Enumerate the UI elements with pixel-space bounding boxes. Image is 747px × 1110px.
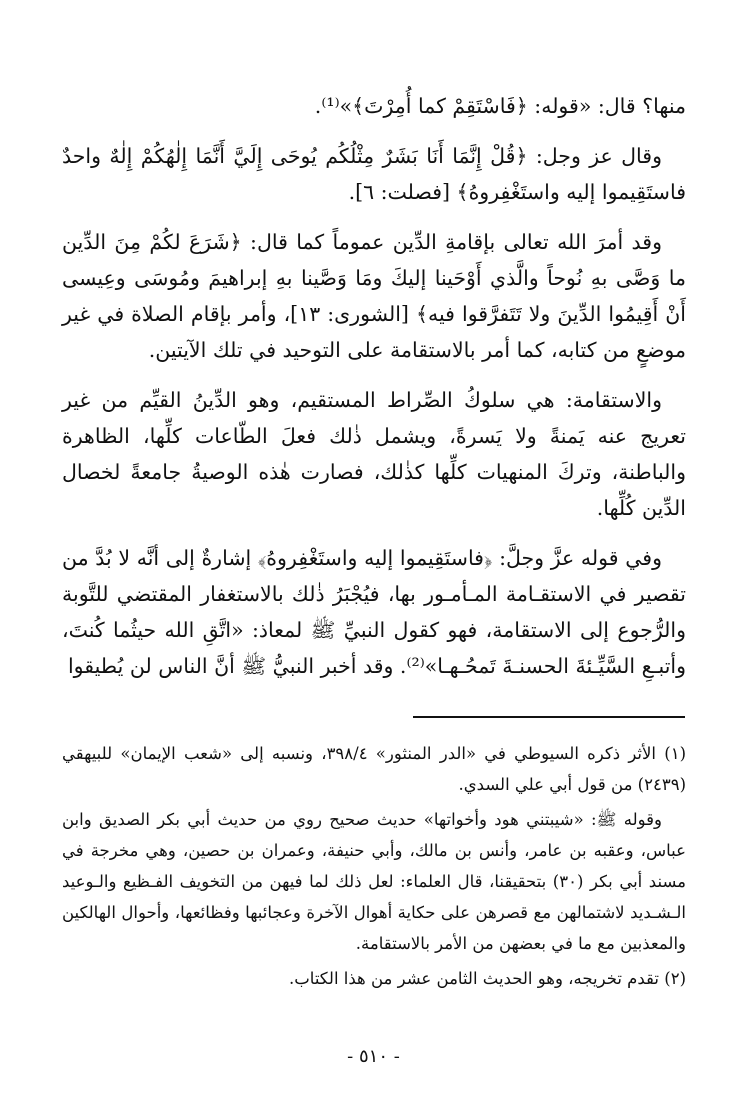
footnotes [62, 738, 686, 998]
paragraph-2: وقال عز وجل: ﴿قُلْ إِنَّمَا أَنَا بَشَرٌ مِثْلُكُم يُوحَى إِلَيَّ أَنَّمَا إِلٰهُكُمْ إِلٰهٌ واحدٌ فاستَقِيموا إليه واستَغْفِروهُ﴾ [فصلت: ٦]. [62, 144, 686, 204]
main-text [62, 88, 686, 698]
paragraph-4: والاستقامة: هي سلوكُ الصِّراط المستقيم، وهو الدِّينُ القيِّم من غير تعريج عنه يَمنةً ولا يَسرةً، ويشمل ذٰلك فعلَ الطّاعات كلِّها، الظاهرة والباطنة، وتركَ المنهيات كلِّها كذٰلك، فصارت هٰذه الوصيةُ جامعةً لخصال الدِّين كُلِّها. [62, 388, 686, 520]
paragraph-1: منها؟ قال: «قوله: ﴿فَاسْتَقِمْ كما أُمِرْتَ﴾»⁽¹⁾. [314, 94, 686, 118]
footnote-2: (٢) تقدم تخريجه، وهو الحديث الثامن عشر من هذا الكتاب. [289, 969, 686, 988]
page-number: - ٥١٠ - [347, 1046, 400, 1067]
footnote-divider [413, 716, 685, 718]
footnote-1: (١) الأثر ذكره السيوطي في «الدر المنثور» ٣٩٨/٤، ونسبه إلى «شعب الإيمان» للبيهقي (٢٤٣٩) من قول أبي علي السدي. [62, 744, 686, 794]
paragraph-5: وفي قوله عزَّ وجلَّ: ﴿فاستَقِيموا إليه واستَغْفِروهُ﴾ إشارةٌ إلى أنَّه لا بُدَّ من تقصير في الاستقـامة المـأمـور بها، فيُجْبَرُ ذٰلك بالاستغفار المقتضي للتَّوبة والرُّجوع إلى الاستقامة، فهو كقول النبيِّ ﷺ لمعاذ: «اتَّقِ الله حيثُما كُنتَ، وأتبـعِ السَّيِّـئةَ الحسنـةَ تَمحُـهـا»⁽²⁾. وقد أخبر النبيُّ ﷺ أنَّ الناس لن يُطيقوا [62, 546, 686, 678]
paragraph-3: وقد أمرَ الله تعالى بإقامةِ الدِّين عموماً كما قال: ﴿شَرَعَ لكُمْ مِنَ الدِّين ما وَصَّى بهِ نُوحاً والَّذي أَوْحَينا إليكَ ومَا وَصَّينا بهِ إبراهيمَ ومُوسَى وعِيسى أَنْ أَقِيمُوا الدِّينَ ولا تَتَفرَّقوا فيه﴾ [الشورى: ١٣]، وأمر بإقام الصلاة في غير موضعٍ من كتابه، كما أمر بالاستقامة على التوحيد في تلك الآيتين. [62, 230, 686, 362]
footnote-1-continuation: وقوله ﷺ: «شيبتني هود وأخواتها» حديث صحيح روي من حديث أبي بكر الصديق وابن عباس، وعقبه بن عامر، وأنس بن مالك، وأبي حنيفة، وعمران بن حصين، وهي مخرجة في مسند أبي بكر (٣٠) بتحقيقنا، قال العلماء: لعل ذلك لما فيهن من التخويف الفـظيع والـوعيد الـشـديد لاشتمالهن مع قصرهن على حكاية أهوال الآخرة وعجائبها وفظائعها، وأحوال الهالكين والمعذبين مع ما في بعضهن من الأمر بالاستقامة. [62, 810, 686, 953]
